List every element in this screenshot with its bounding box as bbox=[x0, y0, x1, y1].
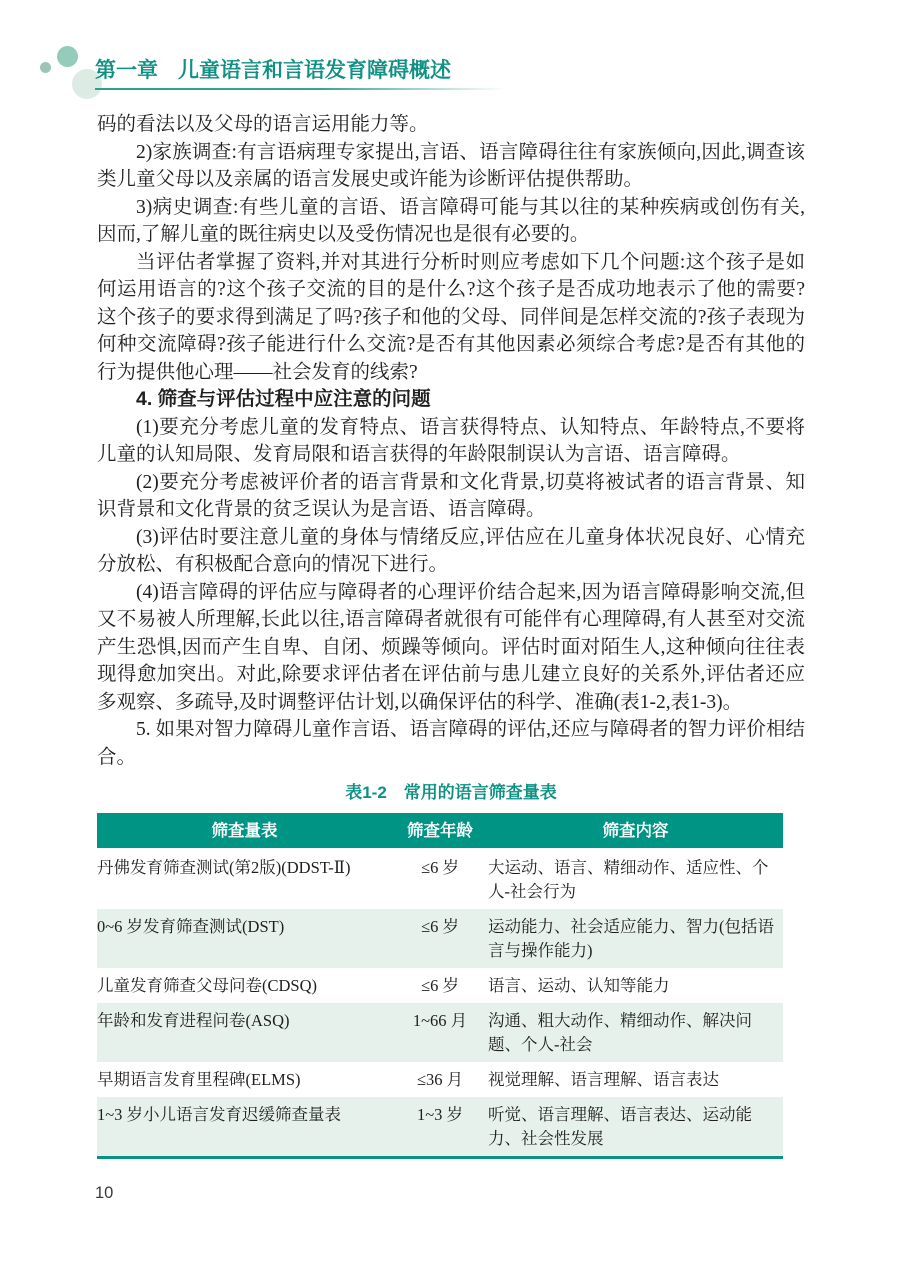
cell-scale: 早期语言发育里程碑(ELMS) bbox=[97, 1070, 301, 1089]
cell-age: ≤6 岁 bbox=[421, 976, 459, 995]
dot-icon bbox=[40, 62, 51, 73]
chapter-header bbox=[95, 54, 451, 84]
dot-icon bbox=[57, 46, 78, 67]
cell-age: ≤6 岁 bbox=[421, 858, 459, 877]
cell-content: 运动能力、社会适应能力、智力(包括语言与操作能力) bbox=[488, 917, 774, 960]
table-row bbox=[97, 1097, 783, 1158]
section-heading: 4. 筛查与评估过程中应注意的问题 bbox=[136, 388, 431, 410]
cell-scale: 0~6 岁发育筛查测试(DST) bbox=[97, 917, 285, 936]
cell-content: 听觉、语言理解、语言表达、运动能力、社会性发展 bbox=[488, 1105, 752, 1148]
column-header-age: 筛查年龄 bbox=[392, 813, 488, 849]
chapter-number: 第一章 bbox=[95, 59, 158, 82]
table-row bbox=[97, 1003, 783, 1062]
chapter-title: 儿童语言和言语发育障碍概述 bbox=[178, 59, 451, 82]
body-text bbox=[97, 111, 805, 771]
cell-scale: 年龄和发育进程问卷(ASQ) bbox=[97, 1011, 290, 1030]
cell-age: 1~66 月 bbox=[412, 1011, 468, 1030]
table-caption: 表1-2 常用的语言筛查量表 bbox=[345, 783, 557, 802]
table-row bbox=[97, 849, 783, 909]
paragraph: (2)要充分考虑被评价者的语言背景和文化背景,切莫将被试者的语言背景、知识背景和文化背景的贫乏误认为是言语、语言障碍。 bbox=[97, 471, 805, 520]
paragraph: (1)要充分考虑儿童的发育特点、语言获得特点、认知特点、年龄特点,不要将儿童的认知局限、发育局限和语言获得的年龄限制误认为言语、语言障碍。 bbox=[97, 416, 805, 465]
paragraph: 2)家族调查:有言语病理专家提出,言语、语言障碍往往有家族倾向,因此,调查该类儿童父母以及亲属的语言发展史或许能为诊断评估提供帮助。 bbox=[97, 141, 805, 190]
screening-scales-table bbox=[97, 813, 783, 1159]
cell-age: ≤36 月 bbox=[416, 1070, 464, 1089]
table-row bbox=[97, 909, 783, 968]
column-header-content: 筛查内容 bbox=[488, 813, 783, 849]
cell-scale: 1~3 岁小儿语言发育迟缓筛查量表 bbox=[97, 1105, 342, 1124]
paragraph: 码的看法以及父母的语言运用能力等。 bbox=[97, 114, 429, 135]
paragraph: (4)语言障碍的评估应与障碍者的心理评价结合起来,因为语言障碍影响交流,但又不易被人所理解,长此以往,语言障碍者就很有可能伴有心理障碍,有人甚至对交流产生恐惧,因而产生自卑、自闭、烦躁等倾向。评估时面对陌生人,这种倾向往往表现得愈加突出。对此,除要求评估者在评估前与患儿建立良好的关系外,评估者还应多观察、多疏导,及时调整评估计划,以确保评估的科学、准确(表1-2,表1-3)。 bbox=[97, 581, 805, 713]
table-row bbox=[97, 968, 783, 1003]
paragraph: 3)病史调查:有些儿童的言语、语言障碍可能与其以往的某种疾病或创伤有关,因而,了解儿童的既往病史以及受伤情况也是很有必要的。 bbox=[97, 196, 805, 245]
cell-content: 语言、运动、认知等能力 bbox=[488, 976, 670, 995]
table-header-row bbox=[97, 813, 783, 849]
cell-content: 大运动、语言、精细动作、适应性、个人-社会行为 bbox=[488, 858, 769, 901]
cell-scale: 丹佛发育筛查测试(第2版)(DDST-Ⅱ) bbox=[97, 858, 351, 877]
paragraph: 当评估者掌握了资料,并对其进行分析时则应考虑如下几个问题:这个孩子是如何运用语言的?这个孩子交流的目的是什么?这个孩子是否成功地表示了他的需要?这个孩子的要求得到满足了吗?孩子和他的父母、同伴间是怎样交流的?孩子表现为何种交流障碍?孩子能进行什么交流?是否有其他因素必须综合考虑?是否有其他的行为提供他心理——社会发育的线索? bbox=[97, 251, 805, 383]
cell-content: 视觉理解、语言理解、语言表达 bbox=[488, 1070, 719, 1089]
header-divider bbox=[95, 88, 505, 90]
page-number: 10 bbox=[95, 1184, 114, 1202]
paragraph: 5. 如果对智力障碍儿童作言语、语言障碍的评估,还应与障碍者的智力评价相结合。 bbox=[97, 719, 805, 768]
column-header-scale: 筛查量表 bbox=[97, 813, 392, 849]
cell-scale: 儿童发育筛查父母问卷(CDSQ) bbox=[97, 976, 318, 995]
table-row bbox=[97, 1062, 783, 1097]
cell-content: 沟通、粗大动作、精细动作、解决问题、个人-社会 bbox=[488, 1011, 752, 1054]
table-section bbox=[97, 778, 805, 1159]
paragraph: (3)评估时要注意儿童的身体与情绪反应,评估应在儿童身体状况良好、心情充分放松、有积极配合意向的情况下进行。 bbox=[97, 526, 805, 575]
cell-age: ≤6 岁 bbox=[421, 917, 459, 936]
cell-age: 1~3 岁 bbox=[416, 1105, 464, 1124]
